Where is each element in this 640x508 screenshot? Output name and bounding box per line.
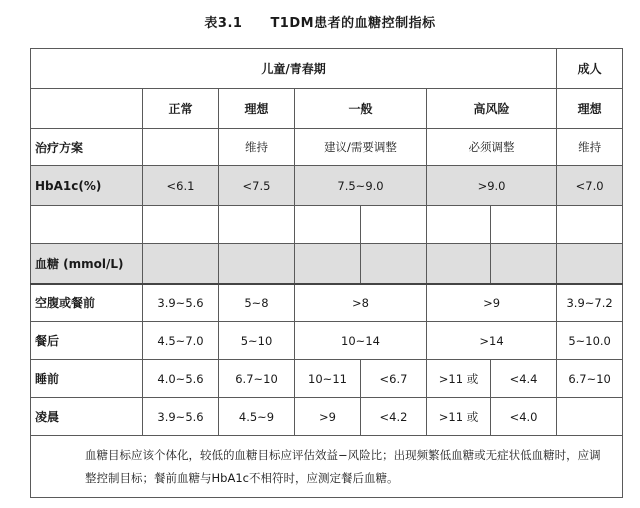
group-header-row	[31, 49, 623, 89]
cell-general-high: 10~11	[295, 360, 361, 398]
cell-adult: 5~10.0	[557, 322, 623, 360]
spacer-cell	[491, 206, 557, 244]
cell-ideal: 6.7~10	[219, 360, 295, 398]
cell-risk-high: >11 或	[427, 398, 491, 436]
plan-normal	[143, 129, 219, 166]
hba1c-row	[31, 166, 623, 206]
header-normal: 正常	[143, 89, 219, 129]
hba1c-normal: <6.1	[143, 166, 219, 206]
cell-ideal: 4.5~9	[219, 398, 295, 436]
glycemic-target-table	[30, 48, 623, 498]
glucose-header-cell	[361, 244, 427, 284]
cell-general-high: >9	[295, 398, 361, 436]
cell-risk-high: >11 或	[427, 360, 491, 398]
row-label: 空腹或餐前	[31, 284, 143, 322]
header-high-risk: 高风险	[427, 89, 557, 129]
header-adult: 成人	[557, 49, 623, 89]
spacer-cell	[31, 206, 143, 244]
spacer-row	[31, 206, 623, 244]
table-caption: T1DM患者的血糖控制指标	[270, 16, 436, 31]
cell-normal: 4.5~7.0	[143, 322, 219, 360]
cell-normal: 3.9~5.6	[143, 284, 219, 322]
spacer-cell	[295, 206, 361, 244]
table-row	[31, 284, 623, 322]
header-general: 一般	[295, 89, 427, 129]
hba1c-general: 7.5~9.0	[295, 166, 427, 206]
table-number: 表3.1	[204, 16, 243, 31]
glucose-header-cell	[491, 244, 557, 284]
row-label: 餐后	[31, 322, 143, 360]
row-label: 凌晨	[31, 398, 143, 436]
table-title	[0, 12, 640, 31]
header-ideal: 理想	[219, 89, 295, 129]
plan-general: 建议/需要调整	[295, 129, 427, 166]
cell-ideal: 5~10	[219, 322, 295, 360]
table-row	[31, 360, 623, 398]
spacer-cell	[143, 206, 219, 244]
cell-general-low: <6.7	[361, 360, 427, 398]
glucose-header-cell	[219, 244, 295, 284]
cell-ideal: 5~8	[219, 284, 295, 322]
spacer-cell	[557, 206, 623, 244]
cell-risk-low: <4.0	[491, 398, 557, 436]
row-label: 睡前	[31, 360, 143, 398]
plan-row	[31, 129, 623, 166]
glucose-header-cell	[427, 244, 491, 284]
column-header-row	[31, 89, 623, 129]
cell-high-risk: >14	[427, 322, 557, 360]
cell-general-low: <4.2	[361, 398, 427, 436]
cell-adult: 6.7~10	[557, 360, 623, 398]
glucose-header-cell	[557, 244, 623, 284]
hba1c-high-risk: >9.0	[427, 166, 557, 206]
cell-general: 10~14	[295, 322, 427, 360]
spacer-cell	[361, 206, 427, 244]
cell-high-risk: >9	[427, 284, 557, 322]
cell-risk-low: <4.4	[491, 360, 557, 398]
plan-high-risk: 必须调整	[427, 129, 557, 166]
plan-ideal: 维持	[219, 129, 295, 166]
cell-adult	[557, 398, 623, 436]
hba1c-adult: <7.0	[557, 166, 623, 206]
spacer-cell	[427, 206, 491, 244]
glucose-header-cell	[295, 244, 361, 284]
cell-normal: 4.0~5.6	[143, 360, 219, 398]
cell-general: >8	[295, 284, 427, 322]
plan-adult: 维持	[557, 129, 623, 166]
footnote: 血糖目标应该个体化，较低的血糖目标应评估效益−风险比；出现频繁低血糖或无症状低血糖时，应调整控制目标；餐前血糖与HbA1c不相符时，应测定餐后血糖。	[31, 436, 623, 498]
cell-adult: 3.9~7.2	[557, 284, 623, 322]
hba1c-ideal: <7.5	[219, 166, 295, 206]
footnote-row	[31, 436, 623, 498]
plan-label: 治疗方案	[31, 129, 143, 166]
hba1c-label: HbA1c(%)	[31, 166, 143, 206]
spacer-cell	[219, 206, 295, 244]
header-children: 儿童/青春期	[31, 49, 557, 89]
table-row	[31, 398, 623, 436]
header-adult-ideal: 理想	[557, 89, 623, 129]
table-row	[31, 322, 623, 360]
glucose-header-row	[31, 244, 623, 284]
header-empty	[31, 89, 143, 129]
glucose-label: 血糖 (mmol/L)	[31, 244, 143, 284]
glucose-header-cell	[143, 244, 219, 284]
cell-normal: 3.9~5.6	[143, 398, 219, 436]
